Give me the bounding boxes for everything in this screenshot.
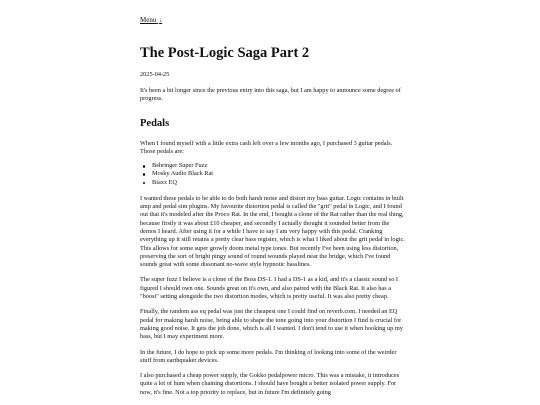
menu-label: Menu bbox=[140, 16, 157, 24]
body-paragraph: Finally, the random ass eq pedal was just the cheapest one I could find on reverb.com. I needed an EQ pedal for making harsh noise, being able to shape the tone going into your distortion I find is crucial for making good noise. It gets the job done, which is all I wanted. I don't tend to use it when hooking up my bass, but I may experiment more. bbox=[140, 308, 403, 341]
list-item: Biaxx EQ bbox=[150, 179, 405, 187]
intro-paragraph: It's been a bit longer since the previous entry into this saga, but I am happy to announce some degree of progress. bbox=[140, 87, 401, 103]
body-paragraph: I also purchased a cheap power supply, the Gokko pedalpower micro. This was a mistake, it introduces quite a lot of hum when chaining distortions. I should have bought a better isolated power supply. For now, it's fine. Not a top priority to replace, but in future I'm definitely going bbox=[140, 372, 400, 396]
section-heading-pedals: Pedals bbox=[140, 117, 170, 129]
body-paragraph: The super fuzz I believe is a clone of the Boss DS-1. I had a DS-1 as a kid, and it's a classic sound so I figured I should own one. Sounds great on it's own, and also paired with the Black Rat. It also has a "boost" setting alongside the two distortion modes, which is pretty useful. It was also pretty cheap. bbox=[140, 276, 399, 301]
post-title: The Post-Logic Saga Part 2 bbox=[140, 45, 310, 61]
page-content bbox=[140, 0, 405, 397]
pedals-lead-paragraph: When I found myself with a little extra cash left over a few months ago, I purchased 3 guitar pedals. Those pedals are: bbox=[140, 139, 393, 155]
arrow-down-icon: ↓ bbox=[159, 18, 163, 24]
post-date: 2025-04-25 bbox=[140, 71, 170, 78]
pedal-list bbox=[140, 162, 405, 187]
list-item: Behringer Super Fuzz bbox=[150, 162, 405, 170]
body-paragraph: In the future, I do hope to pick up some more pedals. I'm thinking of looking into some of the weirder stuff from earthquaker devices. bbox=[140, 348, 397, 364]
menu-link[interactable] bbox=[140, 16, 162, 26]
list-item: Mosky Audio Black Rat bbox=[150, 170, 405, 178]
body-paragraph: I wanted these pedals to be able to do both harsh noise and distort my bass guitar. Logic contains in built amp and pedal sim plugins. My favourite distortion pedal is called the "grit" pedal in Logic, and I found out that it's modeled after the Proco Rat. In the end, I bought a clone of the Rat rather than the real thing, because firstly it was about £10 cheaper, and secondly I actually thought it sounded better from the demos I heard. After using it for a while I have to say I am very happy with this pedal. Cranking everything up it still retains a pretty clear bass register, which is what I liked about the grit pedal in logic. This allows for some super growly doom metal type tones. But recently I've been using less distortion, preserving the sort of bright pingy sound of round wounds played near the bridge, which I've found sounds great with some dissonant no-wave style hypnotic basslines. bbox=[140, 194, 405, 269]
